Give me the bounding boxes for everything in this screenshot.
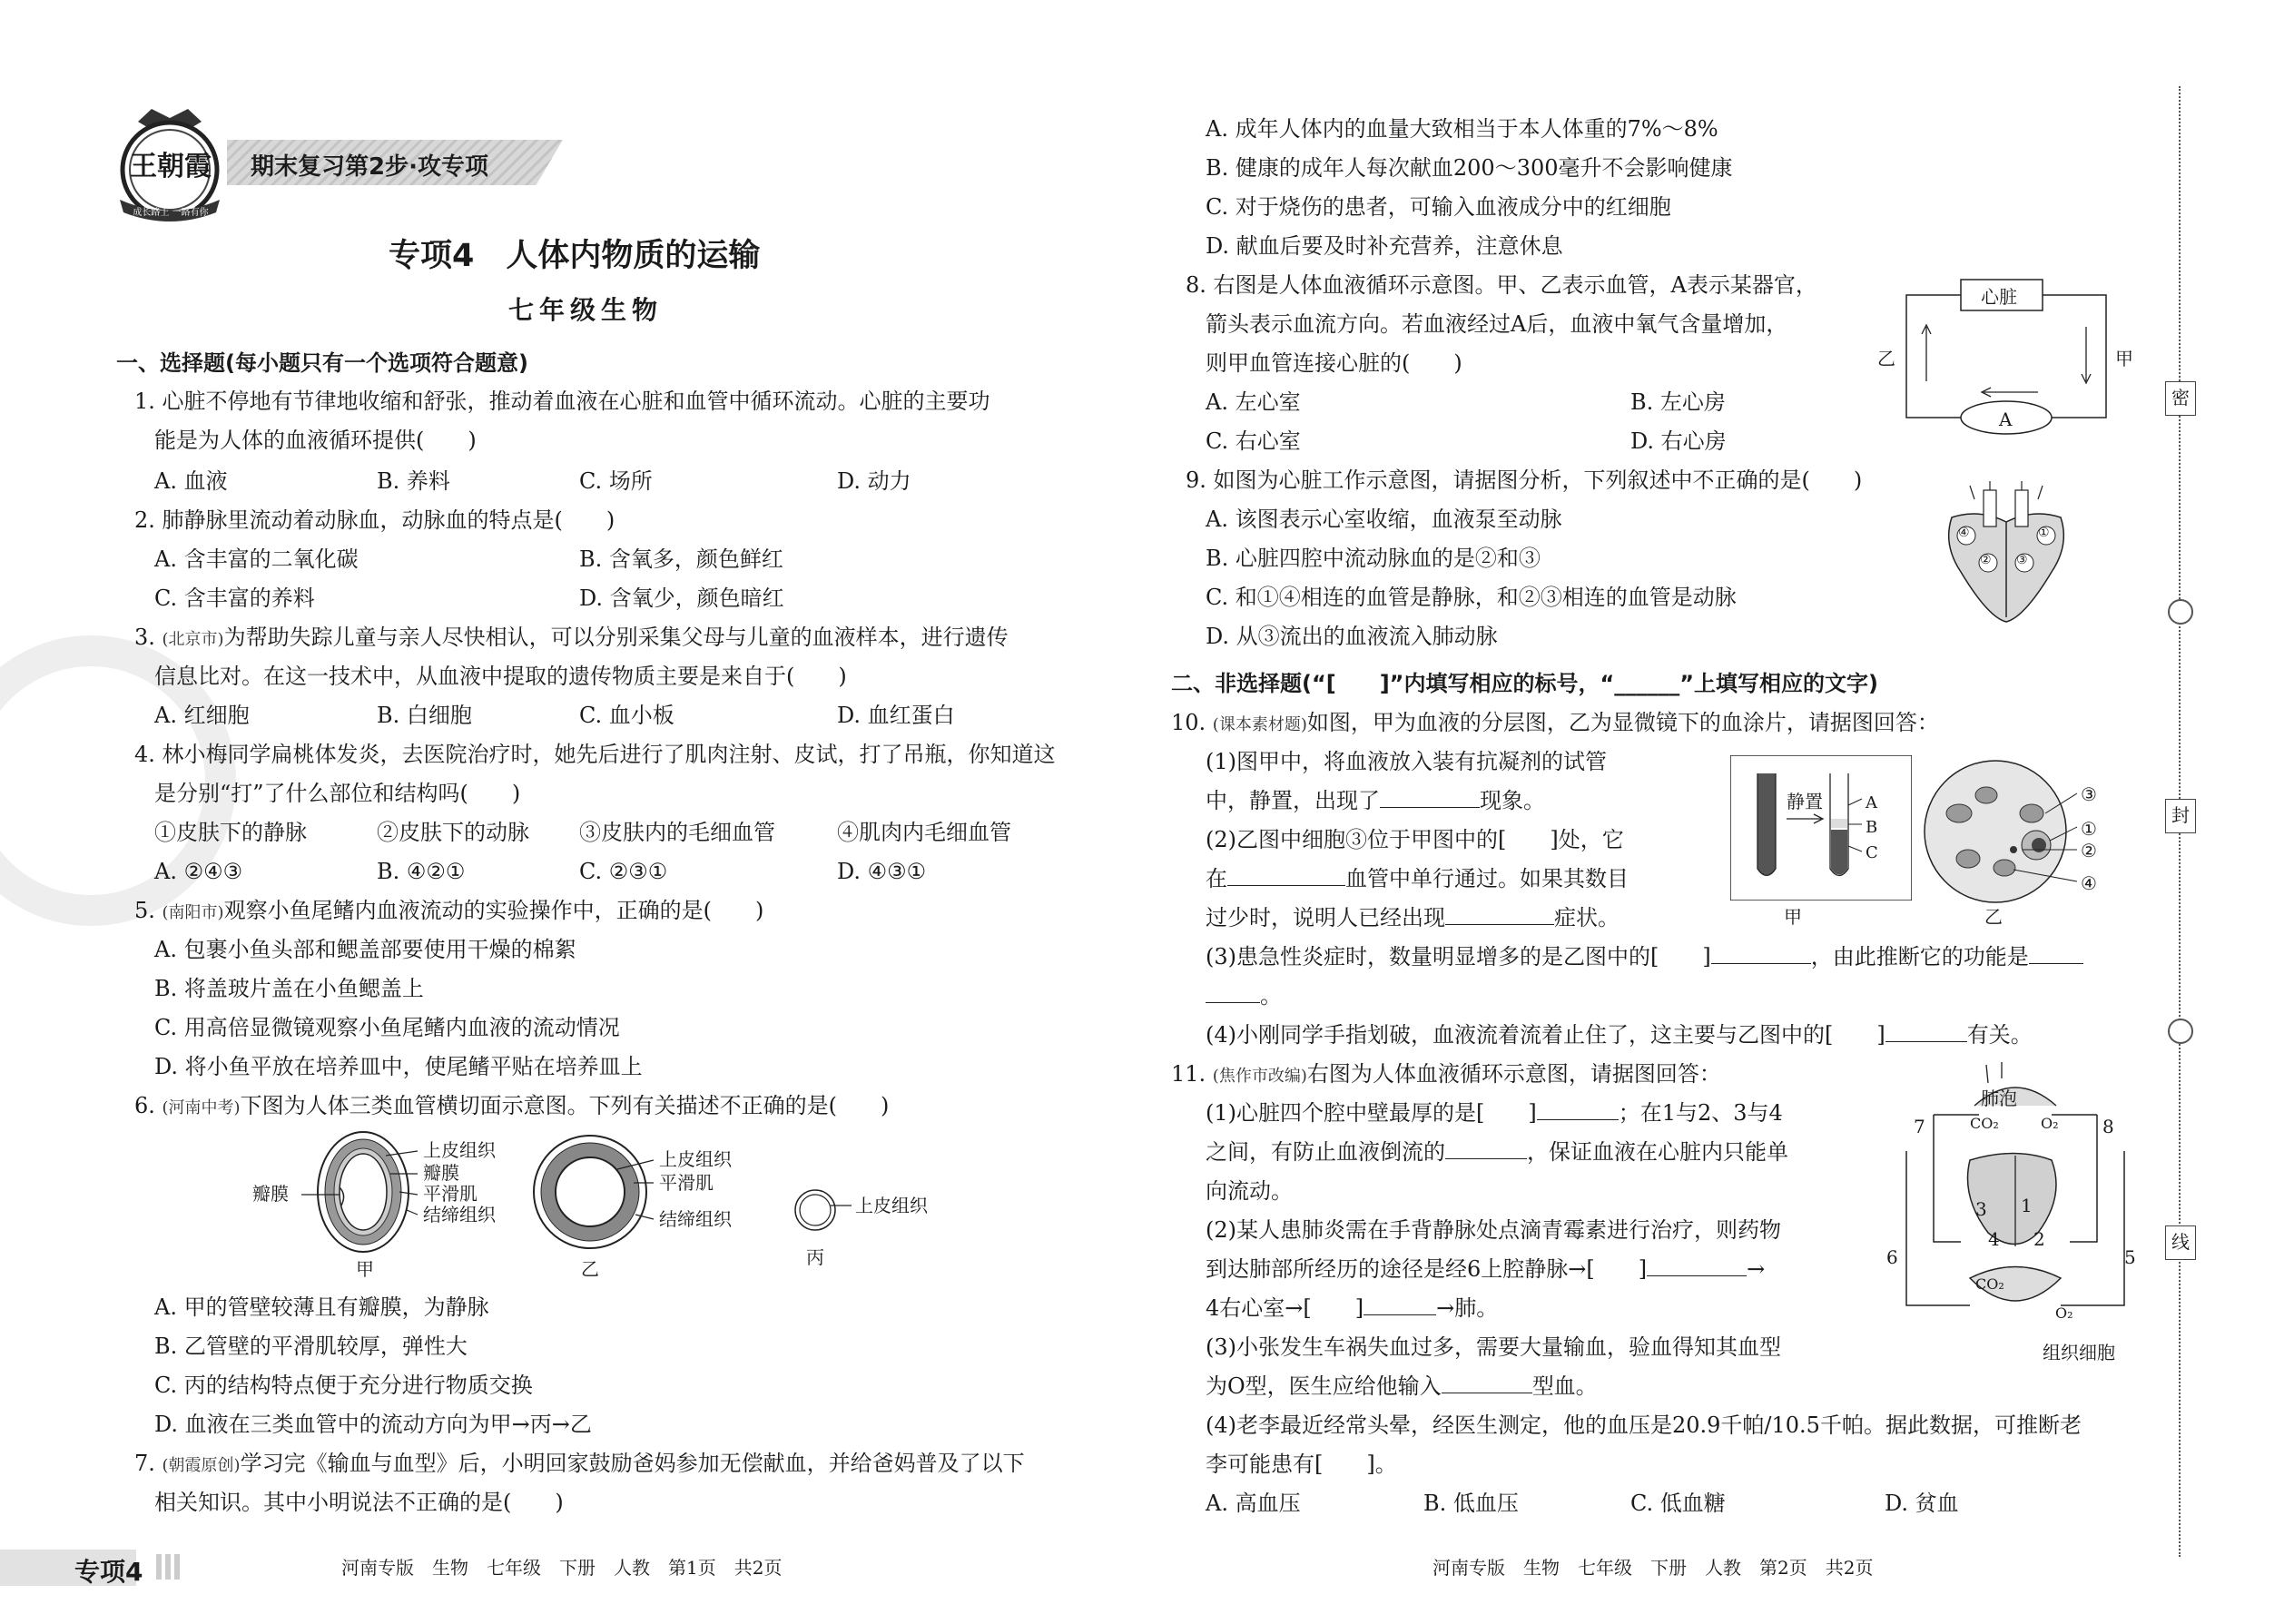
q10-fig-cell-1: ①: [2081, 818, 2097, 840]
q5-text: 5. (南阳市)观察小鱼尾鳍内血液流动的实验操作中，正确的是( ): [134, 898, 764, 923]
q4-option-b: B. ④②①: [377, 859, 466, 884]
q11-fig-co2-bottom: CO₂: [1975, 1275, 2004, 1293]
q1-option-a: A. 血液: [154, 468, 228, 494]
section-choice-title: 一、选择题(每小题只有一个选项符合题意): [116, 350, 528, 376]
q10-2-text-cont: 在 血管中单行通过。如果其数目: [1206, 866, 1629, 891]
q11-3-text: (3)小张发生车祸失血过多，需要大量输血，验血得知其血型: [1206, 1334, 1781, 1360]
q6-fig-jia-label-1: 上皮组织: [423, 1139, 496, 1161]
q11-fig-num-5: 5: [2124, 1246, 2136, 1268]
q5-option-a: A. 包裹小鱼头部和鳃盖部要使用干燥的棉絮: [154, 937, 576, 962]
q1-option-c: C. 场所: [579, 468, 653, 494]
q10-fig-caption-yi: 乙: [1984, 906, 2003, 928]
q5-source: (南阳市): [162, 903, 224, 922]
q11-2-blank-1[interactable]: [1647, 1257, 1747, 1276]
q8-option-c: C. 右心室: [1206, 428, 1301, 454]
q9-option-b: B. 心脏四腔中流动脉血的是②和③: [1206, 546, 1541, 571]
binding-hole-icon: [2168, 599, 2193, 625]
q2-option-d: D. 含氧少，颜色暗红: [579, 586, 784, 611]
q6-stem: 下图为人体三类血管横切面示意图。下列有关描述不正确的是( ): [240, 1093, 890, 1118]
q11-4-text: (4)老李最近经常头晕，经医生测定，他的血压是20.9千帕/10.5千帕。据此数据，可推断老: [1206, 1412, 2082, 1438]
q3-stem: 为帮助失踪儿童与亲人尽快相认，可以分别采集父母与儿童的血液样本，进行遗传: [223, 625, 1009, 650]
q5-option-b: B. 将盖玻片盖在小鱼鳃盖上: [154, 976, 424, 1001]
q7-option-b: B. 健康的成年人每次献血200～300毫升不会影响健康: [1206, 155, 1733, 181]
q8-fig-right-vessel: 甲: [2115, 348, 2133, 369]
q8-text: 8. 右图是人体血液循环示意图。甲、乙表示血管，A表示某器官，: [1186, 272, 1817, 298]
q6-fig-bing-label: 上皮组织: [855, 1195, 928, 1216]
q4-option-a: A. ②④③: [154, 859, 243, 884]
q7-option-c: C. 对于烧伤的患者，可输入血液成分中的红细胞: [1206, 194, 1671, 220]
q11-stem: 右图为人体血液循环示意图，请据图回答：: [1306, 1061, 1721, 1087]
q8-fig-heart: 心脏: [1981, 286, 2017, 308]
q11-fig-num-8: 8: [2102, 1116, 2114, 1137]
q3-option-c: C. 血小板: [579, 703, 674, 728]
q10-fig-caption-jia: 甲: [1784, 906, 1802, 928]
blood-layer-figure: [1730, 755, 1912, 901]
q11-3-blank[interactable]: [1442, 1374, 1532, 1393]
q11-1-text-end: 向流动。: [1206, 1178, 1293, 1204]
q11-2-text: (2)某人患肺炎需在手背静脉处点滴青霉素进行治疗，则药物: [1206, 1217, 1781, 1243]
q11-1-text: (1)心脏四个腔中壁最厚的是[ ] ；在1与2、3与4: [1206, 1100, 1783, 1126]
q6-option-d: D. 血液在三类血管中的流动方向为甲→丙→乙: [154, 1412, 592, 1437]
q11-option-d: D. 贫血: [1885, 1491, 1959, 1516]
q11-fig-lung: 肺泡: [1981, 1088, 2017, 1109]
q3-source: (北京市): [162, 630, 224, 649]
binding-hole-icon: [2168, 1019, 2193, 1044]
q6-fig-yi-label-3: 结缔组织: [659, 1208, 732, 1230]
q11-3-text-cont: 为O型，医生应给他输入 型血。: [1206, 1373, 1598, 1399]
q9-option-d: D. 从③流出的血液流入肺动脉: [1206, 624, 1498, 649]
q6-option-b: B. 乙管壁的平滑肌较厚，弹性大: [154, 1334, 468, 1359]
q11-source: (焦作市改编): [1212, 1067, 1307, 1086]
margin-mark-xian: 线: [2165, 1225, 2196, 1260]
q9-fig-label-2: ②: [1980, 553, 1992, 567]
footer-right: 河南专版 生物 七年级 下册 人教 第2页 共2页: [1433, 1557, 1874, 1579]
q10-fig-still: 静置: [1787, 791, 1823, 812]
q4-option-d: D. ④③①: [837, 859, 927, 884]
logo-text: 王朝霞: [130, 151, 212, 182]
q4-option-c: C. ②③①: [579, 859, 668, 884]
q9-option-a: A. 该图表示心室收缩，血液泵至动脉: [1206, 507, 1562, 532]
q10-fig-cell-3: ③: [2081, 783, 2097, 805]
q4-text-cont: 是分别“打”了什么部位和结构吗( ): [154, 781, 521, 806]
q5-stem: 观察小鱼尾鳍内血液流动的实验操作中，正确的是( ): [223, 898, 764, 923]
q11-2-blank-2[interactable]: [1364, 1296, 1436, 1315]
q8-fig-organ: A: [1999, 408, 2013, 430]
q10-2-text: (2)乙图中细胞③位于甲图中的[ ]处，它: [1206, 827, 1624, 852]
q3-option-d: D. 血红蛋白: [837, 703, 955, 728]
header-banner-text: 期末复习第2步·攻专项: [251, 153, 488, 181]
blood-smear-figure: [1923, 759, 2141, 904]
q10-stem: 如图，甲为血液的分层图，乙为显微镜下的血涂片，请据图回答：: [1306, 710, 1939, 735]
q7-option-a: A. 成年人体内的血量大致相当于本人体重的7%～8%: [1206, 116, 1718, 142]
margin-mark-feng: 封: [2165, 799, 2196, 833]
q10-source: (课本素材题): [1212, 715, 1307, 734]
q11-option-a: A. 高血压: [1206, 1491, 1301, 1516]
q9-option-c: C. 和①④相连的血管是静脉，和②③相连的血管是动脉: [1206, 585, 1737, 610]
q9-fig-label-3: ③: [2016, 553, 2028, 567]
q10-2-blank-2[interactable]: [1445, 906, 1554, 925]
q11-fig-num-6: 6: [1886, 1246, 1898, 1268]
q7-stem: 学习完《输血与血型》后，小明回家鼓励爸妈参加无偿献血，并给爸妈普及了以下: [240, 1451, 1025, 1476]
q9-text: 9. 如图为心脏工作示意图，请据图分析，下列叙述中不正确的是( ): [1186, 468, 1863, 493]
q5-option-c: C. 用高倍显微镜观察小鱼尾鳍内血液的流动情况: [154, 1015, 620, 1040]
q10-fig-cell-2: ②: [2081, 840, 2097, 861]
q11-2-text-cont: 到达肺部所经历的途径是经6上腔静脉→[ ] →: [1206, 1256, 1766, 1282]
page-title: 专项4 人体内物质的运输: [389, 238, 761, 274]
q11-text: 11. (焦作市改编)右图为人体血液循环示意图，请据图回答：: [1171, 1061, 1721, 1087]
q9-fig-label-1: ①: [2038, 526, 2050, 540]
q8-text-cont-2: 则甲血管连接心脏的( ): [1206, 350, 1462, 376]
q11-1-text-cont: 之间，有防止血液倒流的 ，保证血液在心脏内只能单: [1206, 1139, 1788, 1165]
q11-fig-o2-bottom: O₂: [2055, 1304, 2073, 1322]
q6-fig-caption-yi: 乙: [581, 1258, 599, 1280]
q11-option-b: B. 低血压: [1423, 1491, 1519, 1516]
q11-1-blank-2[interactable]: [1445, 1140, 1527, 1159]
section-nonchoice-title: 二、非选择题(“[ ]”内填写相应的标号，“______”上填写相应的文字): [1171, 671, 1878, 696]
logo: [102, 102, 238, 229]
q11-fig-num-4: 4: [1988, 1228, 2000, 1250]
q10-3-blank-2[interactable]: [2029, 945, 2083, 964]
q7-text: 7. (朝霞原创)学习完《输血与血型》后，小明回家鼓励爸妈参加无偿献血，并给爸妈普及了以下: [134, 1451, 1025, 1476]
q10-2-text-end: 过少时，说明人已经出现 症状。: [1206, 905, 1620, 930]
q3-option-a: A. 红细胞: [154, 703, 250, 728]
q10-3-blank-3[interactable]: [1206, 984, 1260, 1003]
q2-option-c: C. 含丰富的养料: [154, 586, 315, 611]
q7-option-d: D. 献血后要及时补充营养，注意休息: [1206, 233, 1563, 259]
q9-fig-label-4: ④: [1958, 526, 1970, 540]
heart-working-figure: [1934, 481, 2079, 626]
q11-fig-co2-top: CO₂: [1970, 1115, 1999, 1132]
q3-text: 3. (北京市)为帮助失踪儿童与亲人尽快相认，可以分别采集父母与儿童的血液样本，进行遗传: [134, 625, 1009, 650]
q6-fig-caption-jia: 甲: [356, 1258, 374, 1280]
q8-fig-left-vessel: 乙: [1877, 348, 1895, 369]
q6-fig-caption-bing: 丙: [806, 1246, 824, 1268]
q10-4-blank[interactable]: [1885, 1023, 1967, 1042]
q11-1-blank-1[interactable]: [1537, 1101, 1619, 1120]
q11-fig-num-1: 1: [2021, 1195, 2033, 1216]
q11-fig-num-2: 2: [2033, 1228, 2045, 1250]
q6-source: (河南中考): [162, 1098, 241, 1117]
q6-fig-jia-label-2: 瓣膜: [423, 1162, 459, 1184]
q6-fig-yi-label-2: 平滑肌: [659, 1172, 714, 1194]
q2-option-a: A. 含丰富的二氧化碳: [154, 546, 359, 572]
logo-motto: 成长路上 一路有你: [133, 208, 209, 218]
q1-text: 1. 心脏不停地有节律地收缩和舒张，推动着血液在心脏和血管中循环流动。心脏的主要功: [134, 389, 990, 414]
q8-option-b: B. 左心房: [1630, 389, 1726, 415]
q11-fig-o2-top: O₂: [2041, 1115, 2059, 1132]
q1-option-d: D. 动力: [837, 468, 911, 494]
q4-item-1: ①皮肤下的静脉: [154, 820, 307, 845]
q10-3-text: (3)患急性炎症时，数量明显增多的是乙图中的[ ] ，由此推断它的功能是: [1206, 943, 2083, 970]
q4-item-3: ③皮肤内的毛细血管: [579, 820, 775, 845]
q2-text: 2. 肺静脉里流动着动脉血，动脉血的特点是( ): [134, 507, 615, 533]
q10-text: 10. (课本素材题)如图，甲为血液的分层图，乙为显微镜下的血涂片，请据图回答：: [1171, 710, 1939, 735]
q10-3-text-cont: 。: [1206, 982, 1282, 1009]
margin-mark-mi: 密: [2165, 381, 2196, 416]
q7-source: (朝霞原创): [162, 1456, 241, 1475]
q10-fig-layer-a: A: [1866, 793, 1877, 812]
q10-2-blank-1[interactable]: [1227, 867, 1345, 886]
q10-fig-layer-b: B: [1866, 818, 1878, 837]
q3-text-cont: 信息比对。在这一技术中，从血液中提取的遗传物质主要是来自于( ): [154, 664, 847, 689]
q10-fig-cell-4: ④: [2081, 872, 2097, 894]
footer-tag: 专项4: [74, 1557, 143, 1587]
q6-fig-valve-label: 瓣膜: [252, 1183, 289, 1205]
q6-fig-jia-label-3: 平滑肌: [423, 1183, 478, 1205]
q6-fig-yi-label-1: 上皮组织: [659, 1148, 732, 1170]
q4-text: 4. 林小梅同学扁桃体发炎，去医院治疗时，她先后进行了肌肉注射、皮试，打了吊瓶，你知道这: [134, 742, 1056, 767]
q6-option-a: A. 甲的管壁较薄且有瓣膜，为静脉: [154, 1294, 489, 1320]
q8-text-cont-1: 箭头表示血流方向。若血液经过A后，血液中氧气含量增加，: [1206, 311, 1788, 337]
q11-4-text-cont: 李可能患有[ ]。: [1206, 1452, 1397, 1477]
q7-text-cont: 相关知识。其中小明说法不正确的是( ): [154, 1490, 564, 1515]
q8-option-a: A. 左心室: [1206, 389, 1301, 415]
q1-text-cont: 能是为人体的血液循环提供( ): [154, 428, 477, 453]
q11-2-text-end: 4右心室→[ ] →肺。: [1206, 1295, 1499, 1321]
q10-1-text: (1)图甲中，将血液放入装有抗凝剂的试管: [1206, 749, 1607, 774]
q6-option-c: C. 丙的结构特点便于充分进行物质交换: [154, 1373, 533, 1398]
q11-fig-num-3: 3: [1975, 1198, 1987, 1220]
q8-option-d: D. 右心房: [1630, 428, 1727, 454]
vessel-cross-section-figure: [245, 1124, 953, 1278]
q10-fig-layer-c: C: [1866, 843, 1878, 862]
footer-left: 河南专版 生物 七年级 下册 人教 第1页 共2页: [341, 1557, 783, 1579]
q11-option-c: C. 低血糖: [1630, 1491, 1726, 1516]
q10-3-blank-1[interactable]: [1711, 945, 1811, 964]
q10-1-blank[interactable]: [1380, 789, 1480, 808]
q10-4-text: (4)小刚同学手指划破，血液流着流着止住了，这主要与乙图中的[ ] 有关。: [1206, 1022, 2033, 1048]
q2-option-b: B. 含氧多，颜色鲜红: [579, 546, 783, 572]
q4-item-4: ④肌肉内毛细血管: [837, 820, 1011, 845]
q5-option-d: D. 将小鱼平放在培养皿中，使尾鳍平贴在培养皿上: [154, 1054, 643, 1079]
q4-item-2: ②皮肤下的动脉: [377, 820, 529, 845]
q10-1-text-cont: 中，静置，出现了 现象。: [1206, 788, 1545, 813]
q3-option-b: B. 白细胞: [377, 703, 472, 728]
q6-text: 6. (河南中考)下图为人体三类血管横切面示意图。下列有关描述不正确的是( ): [134, 1093, 890, 1118]
q6-fig-jia-label-4: 结缔组织: [423, 1204, 496, 1225]
q1-option-b: B. 养料: [377, 468, 450, 494]
page-subtitle: 七年级生物: [508, 295, 664, 325]
q11-fig-tissue: 组织细胞: [2043, 1342, 2115, 1363]
footer-tag-pattern-icon: [156, 1554, 182, 1580]
q11-fig-num-7: 7: [1914, 1116, 1925, 1137]
